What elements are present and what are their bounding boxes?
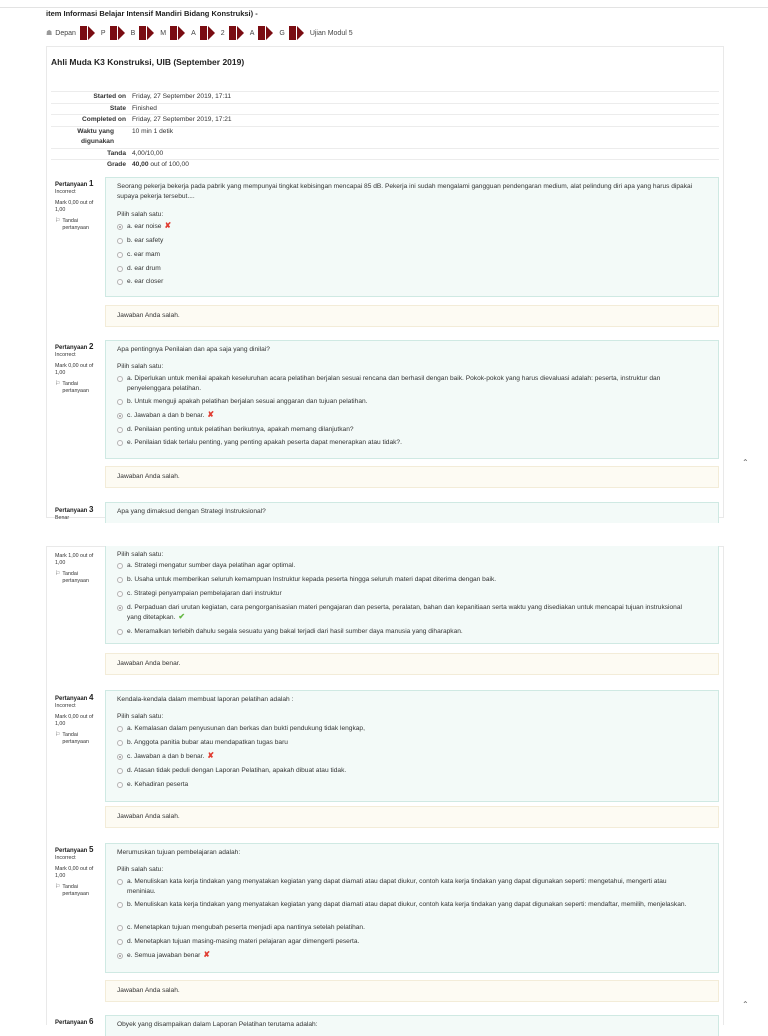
radio-button[interactable]: [117, 591, 123, 597]
answer-feedback: Jawaban Anda benar.: [105, 653, 719, 675]
flag-question-button[interactable]: ⚐ Tandai pertanyaan: [55, 381, 89, 394]
question-text: Obyek yang disampaikan dalam Laporan Pelatihan terutama adalah:: [117, 1021, 318, 1028]
answer-feedback: Jawaban Anda salah.: [105, 980, 719, 1002]
question-content: [105, 177, 719, 297]
radio-button[interactable]: [117, 252, 123, 258]
top-divider: [0, 7, 768, 8]
breadcrumb-separator-icon: [266, 26, 273, 40]
answer-option[interactable]: d. Penilaian penting untuk pelatihan berikutnya, apakah memang dilanjutkan?: [117, 425, 688, 435]
summary-row: [51, 103, 719, 115]
breadcrumb-separator-icon: [297, 26, 304, 40]
answer-option[interactable]: a. ear noise ✘: [117, 222, 688, 232]
answer-option[interactable]: c. Menetapkan tujuan mengubah peserta menjadi apa nantinya setelah pelatihan.: [117, 923, 688, 933]
question-number: 6: [89, 1017, 94, 1026]
answer-option[interactable]: b. Usaha untuk memberikan seluruh kemampuan Instruktur kepada peserta hingga seluruh materi dapat diterima dengan baik.: [117, 575, 688, 585]
radio-selected[interactable]: [117, 413, 123, 419]
answer-option[interactable]: d. Atasan tidak peduli dengan Laporan Pelatihan, apakah dibuat atau tidak.: [117, 766, 688, 776]
select-one-prompt: Pilih salah satu:: [117, 713, 164, 720]
question-number: 4: [89, 693, 94, 702]
question-text: Merumuskan tujuan pembelajaran adalah:: [117, 849, 241, 856]
question-number: 1: [89, 179, 94, 188]
answer-option[interactable]: a. Menuliskan kata kerja tindakan yang menyatakan kegiatan yang dapat diamati atau dapat diukur, contoh kata kerja tindakan yang dapat digunakan seperti: mengetahui, mengerti atau meniniau.: [117, 877, 688, 896]
breadcrumb-separator-icon: [237, 26, 244, 40]
flag-question-button[interactable]: ⚐ Tandai pertanyaan: [55, 884, 89, 897]
breadcrumb-separator-icon: [88, 26, 95, 40]
radio-button[interactable]: [117, 376, 123, 382]
summary-value: Finished: [132, 104, 157, 112]
answer-option[interactable]: e. Kehadiran peserta: [117, 780, 688, 790]
radio-selected[interactable]: [117, 754, 123, 760]
question-info: Pertanyaan 2 Incorrect Mark 0,00 out of 1,00 ⚐ Tandai pertanyaan: [55, 343, 105, 395]
incorrect-icon: ✘: [203, 950, 211, 959]
question-number: 2: [89, 342, 94, 351]
summary-row: [51, 114, 719, 126]
question-info: [55, 553, 105, 585]
question-state: Incorrect: [55, 189, 76, 195]
answer-option[interactable]: b. ear safety: [117, 236, 688, 246]
answer-option[interactable]: b. Menuliskan kata kerja tindakan yang menyatakan kegiatan yang dapat diamati atau dapat diukur, contoh kata kerja tindakan yang dapat digunakan seperti: mendaftar, memilih, menjelaskan.: [117, 900, 688, 910]
answer-feedback: Jawaban Anda salah.: [105, 466, 719, 488]
question-info: Pertanyaan 5 Incorrect Mark 0,00 out of 1,00 ⚐ Tandai pertanyaan: [55, 846, 105, 898]
flag-icon: ⚐: [55, 884, 61, 890]
select-one-prompt: Pilih salah satu:: [117, 363, 164, 370]
flag-icon: ⚐: [55, 732, 61, 738]
home-icon: ☗: [46, 30, 53, 37]
answer-option[interactable]: d. Perpaduan dari urutan kegiatan, cara pengorganisasian materi pengajaran dan peserta, peralatan, bahan dan kepanitiaan serta waktu yang disediakan untuk mencapai tujuan instruksional yang ditetapkan. ✔: [117, 603, 688, 622]
radio-selected[interactable]: [117, 953, 123, 959]
question-content: [105, 502, 719, 523]
question-state: Incorrect: [55, 855, 76, 861]
radio-button[interactable]: [117, 279, 123, 285]
flag-icon: ⚐: [55, 381, 61, 387]
question-info: Pertanyaan 1 Incorrect Mark 0,00 out of 1,00 ⚐ Tandai pertanyaan: [55, 180, 105, 232]
question-mark: Mark 1,00 out of 1,00: [55, 553, 94, 566]
question-content: [105, 690, 719, 802]
breadcrumb-separator-icon: [118, 26, 125, 40]
course-title: Ahli Muda K3 Konstruksi, UIB (September 2019): [51, 57, 245, 67]
summary-row: [51, 91, 719, 103]
summary-value: Friday, 27 September 2019, 17:21: [132, 116, 232, 123]
radio-button[interactable]: [117, 563, 123, 569]
question-number: 3: [89, 505, 94, 514]
answer-option[interactable]: a. Kemalasan dalam penyusunan dan berkas dan bukti pendukung tidak lengkap,: [117, 724, 688, 734]
breadcrumb-separator-icon: [178, 26, 185, 40]
answer-option[interactable]: d. Menetapkan tujuan masing-masing materi pelajaran agar dimengerti peserta.: [117, 937, 688, 947]
question-text: Apa yang dimaksud dengan Strategi Instruksional?: [117, 508, 266, 515]
incorrect-icon: ✘: [207, 751, 215, 760]
answer-feedback: Jawaban Anda salah.: [105, 305, 719, 327]
question-content: [105, 1015, 719, 1036]
correct-icon: ✔: [178, 611, 186, 621]
chevron-up-icon[interactable]: ⌃: [742, 1000, 749, 1009]
question-state: Incorrect: [55, 352, 76, 358]
incorrect-icon: ✘: [207, 410, 215, 419]
question-mark: Mark 0,00 out of 1,00: [55, 866, 94, 879]
answer-option[interactable]: e. ear closer: [117, 277, 688, 287]
flag-icon: ⚐: [55, 218, 61, 224]
radio-button[interactable]: [117, 782, 123, 788]
radio-button[interactable]: [117, 440, 123, 446]
question-info: Pertanyaan 4 Incorrect Mark 0,00 out of 1,00 ⚐ Tandai pertanyaan: [55, 694, 105, 746]
radio-button[interactable]: [117, 577, 123, 583]
question-number: 5: [89, 845, 94, 854]
radio-button[interactable]: [117, 902, 123, 908]
question-content: [105, 843, 719, 973]
breadcrumb-item[interactable]: G: [279, 26, 303, 40]
summary-label: State: [109, 104, 126, 112]
flag-question-button[interactable]: ⚐ Tandai pertanyaan: [55, 732, 89, 745]
answer-option[interactable]: c. Strategi penyampaian pembelajaran dari instruktur: [117, 589, 688, 599]
answer-feedback: Jawaban Anda salah.: [105, 806, 719, 828]
breadcrumb-item[interactable]: 2: [221, 26, 244, 40]
quiz-review-card-continued: [46, 546, 724, 1028]
breadcrumb-item[interactable]: A: [250, 26, 274, 40]
question-state: Incorrect: [55, 703, 76, 709]
question-text: Apa pentingnya Penilaian dan apa saja yang dinilai?: [117, 346, 270, 353]
radio-selected[interactable]: [117, 224, 123, 230]
answer-option[interactable]: e. Penilaian tidak terlalu penting, yang penting apakah peserta dapat menerapkan atau tidak?.: [117, 438, 688, 448]
breadcrumb-item[interactable]: B: [131, 26, 155, 40]
answer-option[interactable]: d. ear drum: [117, 264, 688, 274]
answer-option[interactable]: a. Strategi mengatur sumber daya pelatihan agar optimal.: [117, 561, 688, 571]
answer-option[interactable]: a. Diperlukan untuk menilai apakah keseluruhan acara pelatihan berjalan sesuai rencana dan berhasil dengan baik. Pokok-pokok yang harus dievaluasi adalah: peserta, instruktur dan penyelenggara pelatihan.: [117, 374, 688, 393]
question-text: Seorang pekerja bekerja pada pabrik yang mempunyai tingkat kebisingan mencapai 85 dB. Pekerja ini sudah mengalami gangguan pendengaran medium, alat pelindung diri apa yang harus dipakai supaya pekerja tersebut....: [117, 183, 693, 200]
summary-row: [51, 148, 719, 160]
question-info: Pertanyaan 3 Benar: [55, 506, 105, 522]
flag-question-button[interactable]: ⚐ Tandai pertanyaan: [55, 218, 89, 231]
answer-option[interactable]: c. Jawaban a dan b benar. ✘: [117, 752, 688, 762]
question-mark: Mark 0,00 out of 1,00: [55, 363, 94, 376]
radio-button[interactable]: [117, 925, 123, 931]
question-info: Pertanyaan 6: [55, 1017, 94, 1026]
answer-option[interactable]: c. ear mam: [117, 250, 688, 260]
breadcrumb-item-current[interactable]: Ujian Modul 5: [309, 29, 353, 37]
answer-option[interactable]: c. Jawaban a dan b benar. ✘: [117, 411, 688, 421]
radio-button[interactable]: [117, 879, 123, 885]
grade-value: 40,00: [132, 161, 149, 168]
summary-label: Tanda: [107, 149, 126, 157]
attempt-summary-table: [51, 91, 719, 171]
incorrect-icon: ✘: [164, 221, 172, 230]
breadcrumb-item[interactable]: M: [160, 26, 185, 40]
select-one-prompt: Pilih salah satu:: [117, 551, 164, 558]
radio-button[interactable]: [117, 768, 123, 774]
radio-button[interactable]: [117, 740, 123, 746]
flag-icon: ⚐: [55, 571, 61, 577]
radio-button[interactable]: [117, 629, 123, 635]
grade-total: out of 100,00: [150, 161, 189, 168]
radio-button[interactable]: [117, 427, 123, 433]
radio-button[interactable]: [117, 399, 123, 405]
summary-label: Grade: [106, 161, 126, 168]
summary-label: Started on: [93, 93, 126, 100]
flag-question-button[interactable]: ⚐ Tandai pertanyaan: [55, 571, 89, 584]
question-content: [105, 340, 719, 459]
radio-button[interactable]: [117, 266, 123, 272]
question-text: Kendala-kendala dalam membuat laporan pelatihan adalah :: [117, 696, 294, 703]
breadcrumb-separator-icon: [147, 26, 154, 40]
breadcrumb-item[interactable]: P: [101, 26, 125, 40]
summary-label: Waktu yang digunakan: [77, 127, 114, 145]
summary-row: [51, 159, 719, 171]
breadcrumb-item-home[interactable]: ☗ Depan: [46, 26, 95, 40]
summary-label: Completed on: [82, 116, 126, 123]
site-title: item Informasi Belajar Intensif Mandiri Bidang Konstruksi) -: [46, 9, 258, 18]
summary-value: [132, 160, 189, 171]
quiz-review-card: [46, 46, 724, 521]
answer-option[interactable]: e. Semua jawaban benar ✘: [117, 951, 688, 961]
select-one-prompt: Pilih salah satu:: [117, 866, 164, 873]
chevron-up-icon[interactable]: ⌃: [742, 458, 749, 467]
breadcrumb: [46, 26, 359, 40]
answer-option[interactable]: e. Meramalkan terlebih dahulu segala sesuatu yang bakal terjadi dari hasil sumber daya manusia yang diharapkan.: [117, 627, 688, 637]
breadcrumb-item[interactable]: A: [191, 26, 215, 40]
radio-button[interactable]: [117, 238, 123, 244]
question-content: [105, 546, 719, 644]
summary-value: 10 min 1 detik: [132, 127, 174, 135]
radio-selected[interactable]: [117, 605, 123, 611]
summary-row: [51, 126, 719, 148]
summary-value: Friday, 27 September 2019, 17:11: [132, 93, 232, 100]
summary-value: 4,00/10,00: [132, 149, 164, 157]
answer-option[interactable]: b. Untuk menguji apakah pelatihan berjalan sesuai anggaran dan tujuan pelatihan.: [117, 397, 688, 407]
answer-option[interactable]: b. Anggota panitia bubar atau mendapatkan tugas baru: [117, 738, 688, 748]
radio-button[interactable]: [117, 726, 123, 732]
select-one-prompt: Pilih salah satu:: [117, 211, 164, 218]
breadcrumb-separator-icon: [208, 26, 215, 40]
radio-button[interactable]: [117, 939, 123, 945]
question-mark: Mark 0,00 out of 1,00: [55, 714, 94, 727]
question-state: Benar: [55, 515, 70, 521]
question-mark: Mark 0,00 out of 1,00: [55, 200, 94, 213]
